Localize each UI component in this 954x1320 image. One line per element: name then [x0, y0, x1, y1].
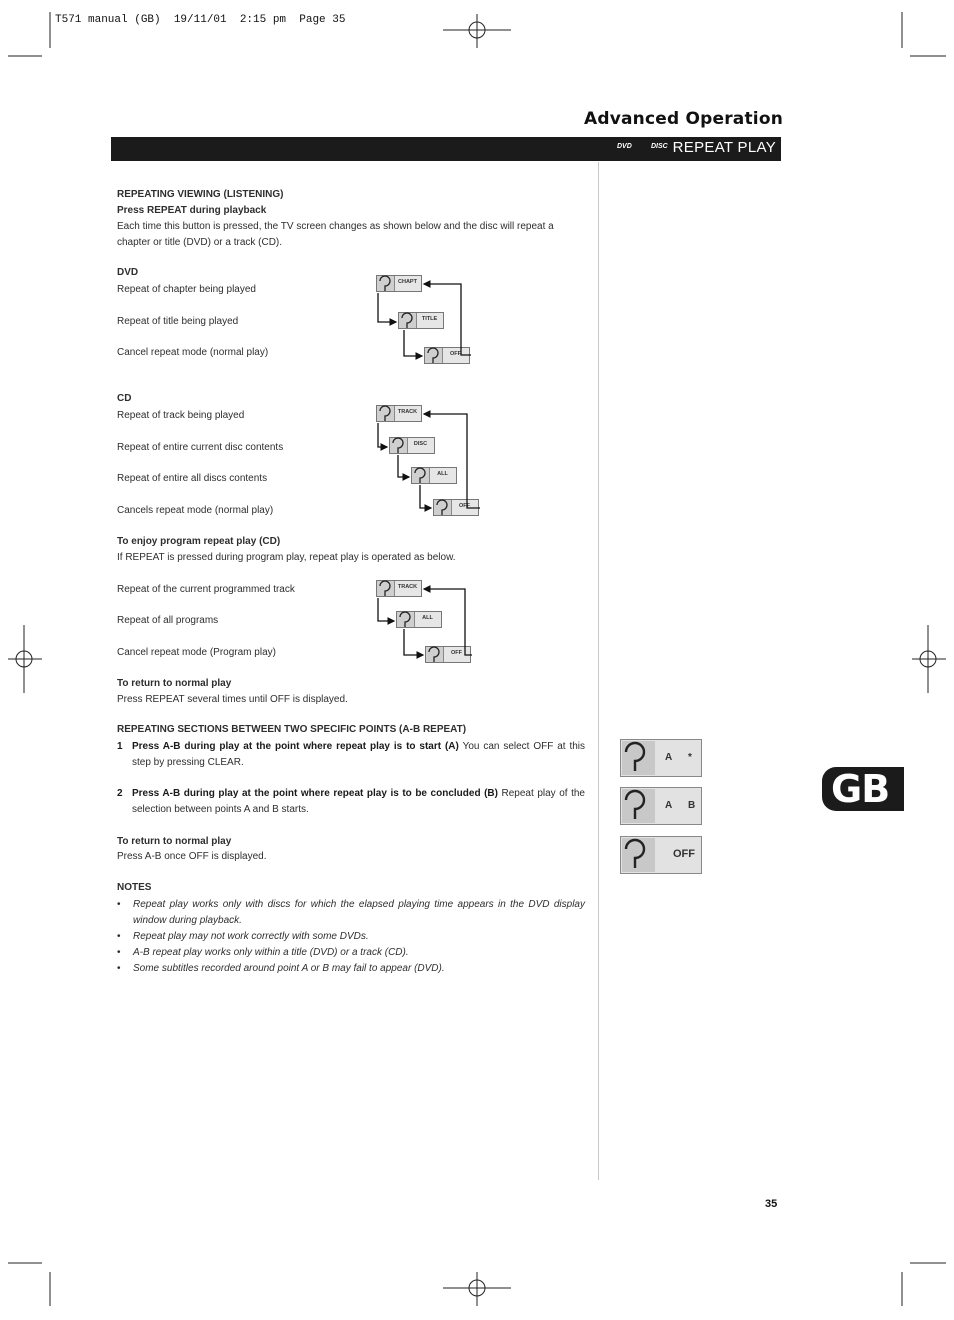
page-number: 35 [765, 1198, 778, 1210]
ab-step-2: Press A-B during play at the point where repeat play is to be concluded (B) Repeat play of the selection between points A and B starts. [132, 788, 585, 815]
intro-heading: REPEATING VIEWING (LISTENING) [117, 189, 284, 200]
cd-row: Repeat of entire all discs contents [117, 473, 268, 484]
dvd-heading: DVD [117, 267, 139, 278]
note-item: • Repeat play works only with discs for which the elapsed playing time appears in the DVD display window during playback. [117, 897, 585, 929]
program-heading: To enjoy program repeat play (CD) [117, 536, 281, 547]
osd-track: TRACK [376, 405, 422, 422]
note-item: • A-B repeat play works only within a title (DVD) or a track (CD). [117, 945, 585, 961]
step-number: 2 [117, 788, 123, 799]
osd-disc: DISC [389, 437, 435, 454]
osd-ab-both: A B [620, 787, 702, 825]
osd-chapt: CHAPT [376, 275, 422, 292]
osd-ab-start: A * [620, 739, 702, 777]
cd-row: Repeat of track being played [117, 410, 245, 421]
dvd-row: Repeat of chapter being played [117, 284, 256, 295]
osd-ab-off: OFF [620, 836, 702, 874]
return-body: Press A-B once OFF is displayed. [117, 851, 267, 862]
cd-heading: CD [117, 393, 132, 404]
bar-title: REPEAT PLAY [672, 139, 776, 156]
note-item: • Some subtitles recorded around point A or B may fail to appear (DVD). [117, 961, 585, 977]
intro-body: Each time this button is pressed, the TV screen changes as shown below and the disc will repeat a chapter or title (DVD) or a track (CD). [117, 221, 554, 248]
program-row: Repeat of the current programmed track [117, 584, 295, 595]
osd-all: ALL [411, 467, 457, 484]
program-body: If REPEAT is pressed during program play, repeat play is operated as below. [117, 552, 456, 563]
cd-row: Cancels repeat mode (normal play) [117, 505, 274, 516]
note-item: • Repeat play may not work correctly with some DVDs. [117, 929, 585, 945]
osd-all: ALL [396, 611, 442, 628]
notes-heading: NOTES [117, 882, 152, 893]
intro-subheading: Press REPEAT during playback [117, 205, 267, 216]
program-row: Repeat of all programs [117, 615, 219, 626]
osd-off: OFF [433, 499, 479, 516]
disc-logo-icon: DISC [651, 143, 668, 150]
osd-track: TRACK [376, 580, 422, 597]
dvd-logo-icon: DVD [617, 143, 632, 150]
program-row: Cancel repeat mode (Program play) [117, 647, 276, 658]
osd-off: OFF [425, 646, 471, 663]
return-heading: To return to normal play [117, 678, 232, 689]
return-heading: To return to normal play [117, 836, 232, 847]
print-slug: T571 manual (GB) 19/11/01 2:15 pm Page 35 [55, 14, 346, 26]
cd-row: Repeat of entire current disc contents [117, 442, 284, 453]
dvd-row: Repeat of title being played [117, 316, 239, 327]
ab-heading: REPEATING SECTIONS BETWEEN TWO SPECIFIC POINTS (A-B REPEAT) [117, 724, 467, 735]
dvd-row: Cancel repeat mode (normal play) [117, 347, 269, 358]
return-body: Press REPEAT several times until OFF is displayed. [117, 694, 348, 705]
language-tab: GB [822, 767, 904, 811]
osd-off: OFF [424, 347, 470, 364]
step-number: 1 [117, 741, 123, 752]
ab-step-1: Press A-B during play at the point where repeat play is to start (A) You can select OFF at this step by pressing CLEAR. [132, 741, 586, 768]
section-title: Advanced Operation [584, 109, 784, 129]
osd-title: TITLE [398, 312, 444, 329]
